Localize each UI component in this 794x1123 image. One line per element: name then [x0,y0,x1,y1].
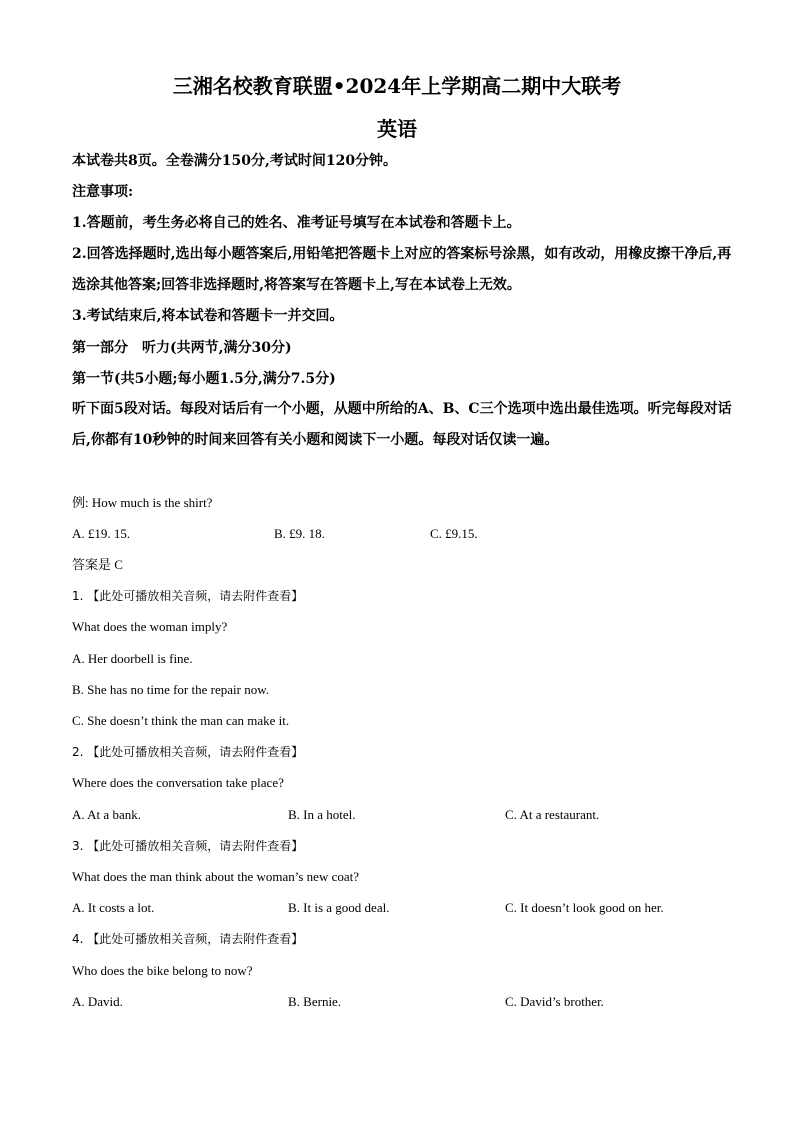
example-question: 例: How much is the shirt? [72,495,213,510]
q4-audio-note: 4. 【此处可播放相关音频，请去附件查看】 [72,932,304,946]
q4-question: Who does the bike belong to now? [72,963,253,978]
q2-option-a: A. At a bank. [72,807,141,822]
q1-option-a: A. Her doorbell is fine. [72,651,193,666]
example-option-a: A. £19. 15. [72,526,131,541]
notice-item-3: 3.考试结束后,将本试卷和答题卡一并交回。 [72,308,344,324]
exam-title: 三湘名校教育联盟•2024年上学期高二期中大联考 [172,74,622,98]
q2-audio-note: 2. 【此处可播放相关音频，请去附件查看】 [72,745,304,759]
q2-question: Where does the conversation take place? [72,775,284,790]
q3-question: What does the man think about the woman’s new coat? [72,869,360,884]
section1-heading: 第一节(共5小题;每小题1.5分,满分7.5分) [72,371,336,387]
notice-heading: 注意事项: [72,184,134,200]
example-option-b: B. £9. 18. [274,526,325,541]
q3-audio-note: 3. 【此处可播放相关音频，请去附件查看】 [72,839,304,853]
notice-item-1: 1.答题前，考生务必将自己的姓名、准考证号填写在本试卷和答题卡上。 [72,215,521,231]
q4-option-a: A. David. [72,994,123,1009]
q1-audio-note: 1. 【此处可播放相关音频，请去附件查看】 [72,589,304,603]
q1-question: What does the woman imply? [72,619,228,634]
q4-option-b: B. Bernie. [288,994,342,1009]
q2-option-c: C. At a restaurant. [505,807,600,822]
example-option-c: C. £9.15. [430,526,478,541]
q1-option-c: C. She doesn’t think the man can make it. [72,713,290,728]
listening-instructions: 听下面5段对话。每段对话后有一个小题，从题中所给的A、B、C三个选项中选出最佳选项。听完每段对话后,你都有10秒钟的时间来回答有关小题和阅读下一小题。每段对话仅读一遍。 [72,401,732,448]
exam-info: 本试卷共8页。全卷满分150分,考试时间120分钟。 [72,153,398,169]
q3-option-a: A. It costs a lot. [72,900,155,915]
notice-item-2: 2.回答选择题时,选出每小题答案后,用铅笔把答题卡上对应的答案标号涂黑，如有改动，用橡皮擦干净后,再选涂其他答案;回答非选择题时,将答案写在答题卡上,写在本试卷上无效。 [72,246,732,293]
q1-option-b: B. She has no time for the repair now. [72,682,269,697]
subject-title: 英语 [377,117,417,141]
part1-heading: 第一部分 听力(共两节,满分30分) [72,340,292,356]
q3-option-c: C. It doesn’t look good on her. [505,900,664,915]
q2-option-b: B. In a hotel. [288,807,356,822]
q3-option-b: B. It is a good deal. [288,900,390,915]
q4-option-c: C. David’s brother. [505,994,604,1009]
example-answer: 答案是 C [72,557,123,572]
